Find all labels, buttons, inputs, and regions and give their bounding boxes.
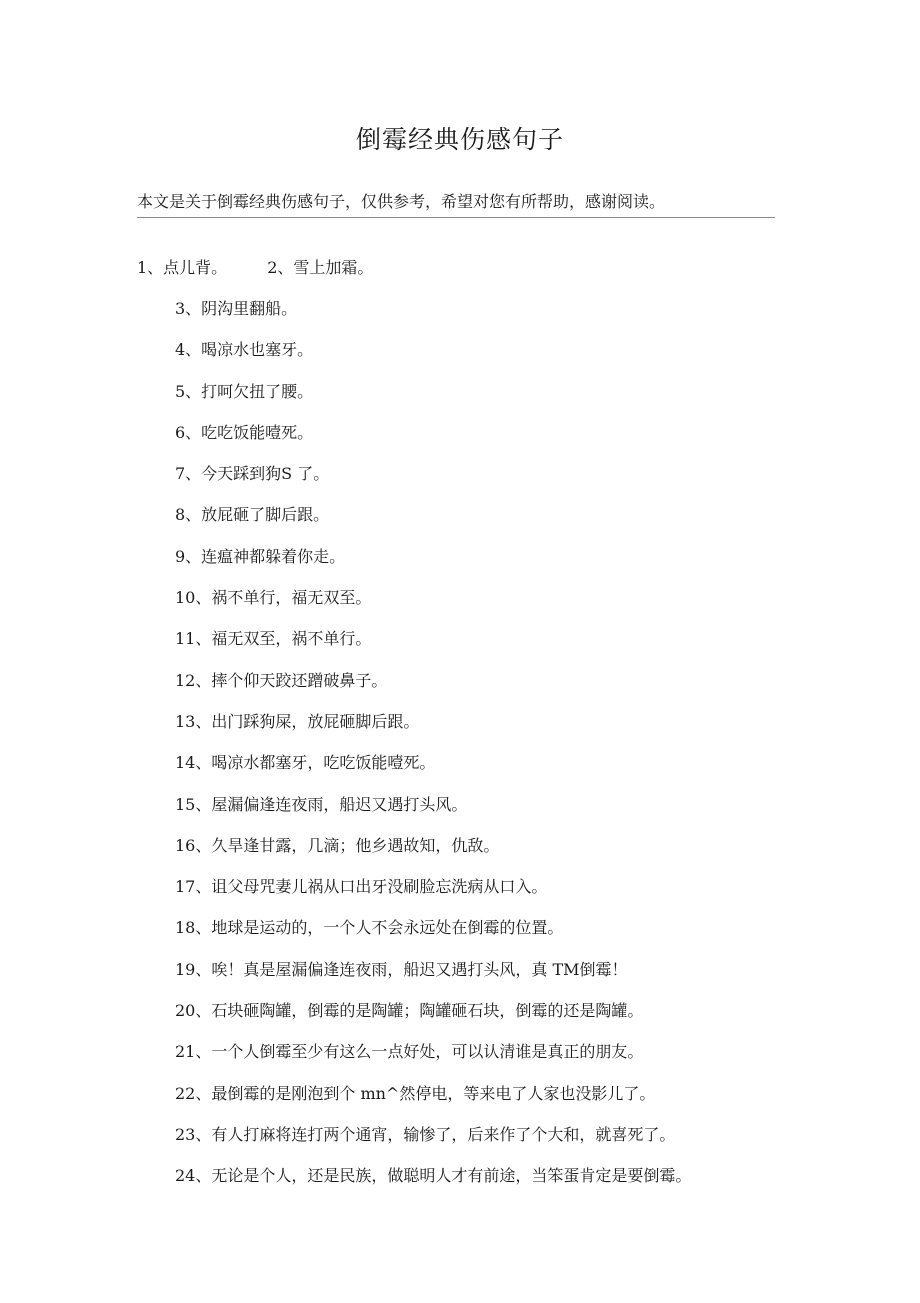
list-item: 19、唉！真是屋漏偏逢连夜雨，船迟又遇打头风，真 TM倒霉！ (175, 959, 628, 979)
page-title: 倒霉经典伤感句子 (355, 125, 564, 154)
list-item: 21、一个人倒霉至少有这么一点好处，可以认清谁是真正的朋友。 (175, 1042, 644, 1062)
list-item: 22、最倒霉的是刚泡到个 mn^然停电，等来电了人家也没影儿了。 (175, 1083, 656, 1103)
list-item: 6、吃吃饭能噎死。 (175, 422, 314, 442)
list-item: 5、打呵欠扭了腰。 (175, 381, 314, 401)
list-item-1: 1、点儿背。 (137, 258, 228, 277)
list-item: 14、喝凉水都塞牙，吃吃饭能噎死。 (175, 753, 436, 773)
list-item: 10、祸不单行，福无双至。 (175, 588, 372, 608)
list-item: 7、今天踩到狗S 了。 (175, 464, 330, 484)
list-item: 15、屋漏偏逢连夜雨，船迟又遇打头风。 (175, 794, 468, 814)
intro-paragraph: 本文是关于倒霉经典伤感句子，仅供参考，希望对您有所帮助，感谢阅读。 (137, 190, 775, 218)
list-item: 16、久旱逢甘露，几滴；他乡遇故知，仇敌。 (175, 835, 500, 855)
first-line (137, 256, 373, 280)
list-item: 8、放屁砸了脚后跟。 (175, 505, 330, 525)
list-item: 12、摔个仰天跤还蹭破鼻子。 (175, 670, 388, 690)
list-item-2: 2、雪上加霜。 (267, 258, 374, 277)
list-item: 13、出门踩狗屎，放屁砸脚后跟。 (175, 711, 420, 731)
list-item: 18、地球是运动的，一个人不会永远处在倒霉的位置。 (175, 918, 564, 938)
list-item: 11、福无双至，祸不单行。 (175, 629, 372, 649)
list-item: 17、诅父母咒妻儿祸从口出牙没刷脸忘洗病从口入。 (175, 877, 548, 897)
list-item: 23、有人打麻将连打两个通宵，输惨了，后来作了个大和，就喜死了。 (175, 1124, 676, 1144)
list-item: 3、阴沟里翻船。 (175, 299, 298, 318)
sentence-list (175, 297, 691, 1206)
list-item: 20、石块砸陶罐，倒霉的是陶罐；陶罐砸石块，倒霉的还是陶罐。 (175, 1001, 644, 1021)
list-item: 9、连瘟神都躲着你走。 (175, 546, 346, 566)
list-item: 4、喝凉水也塞牙。 (175, 340, 314, 360)
list-item: 24、无论是个人，还是民族，做聪明人才有前途，当笨蛋肯定是要倒霉。 (175, 1166, 692, 1186)
